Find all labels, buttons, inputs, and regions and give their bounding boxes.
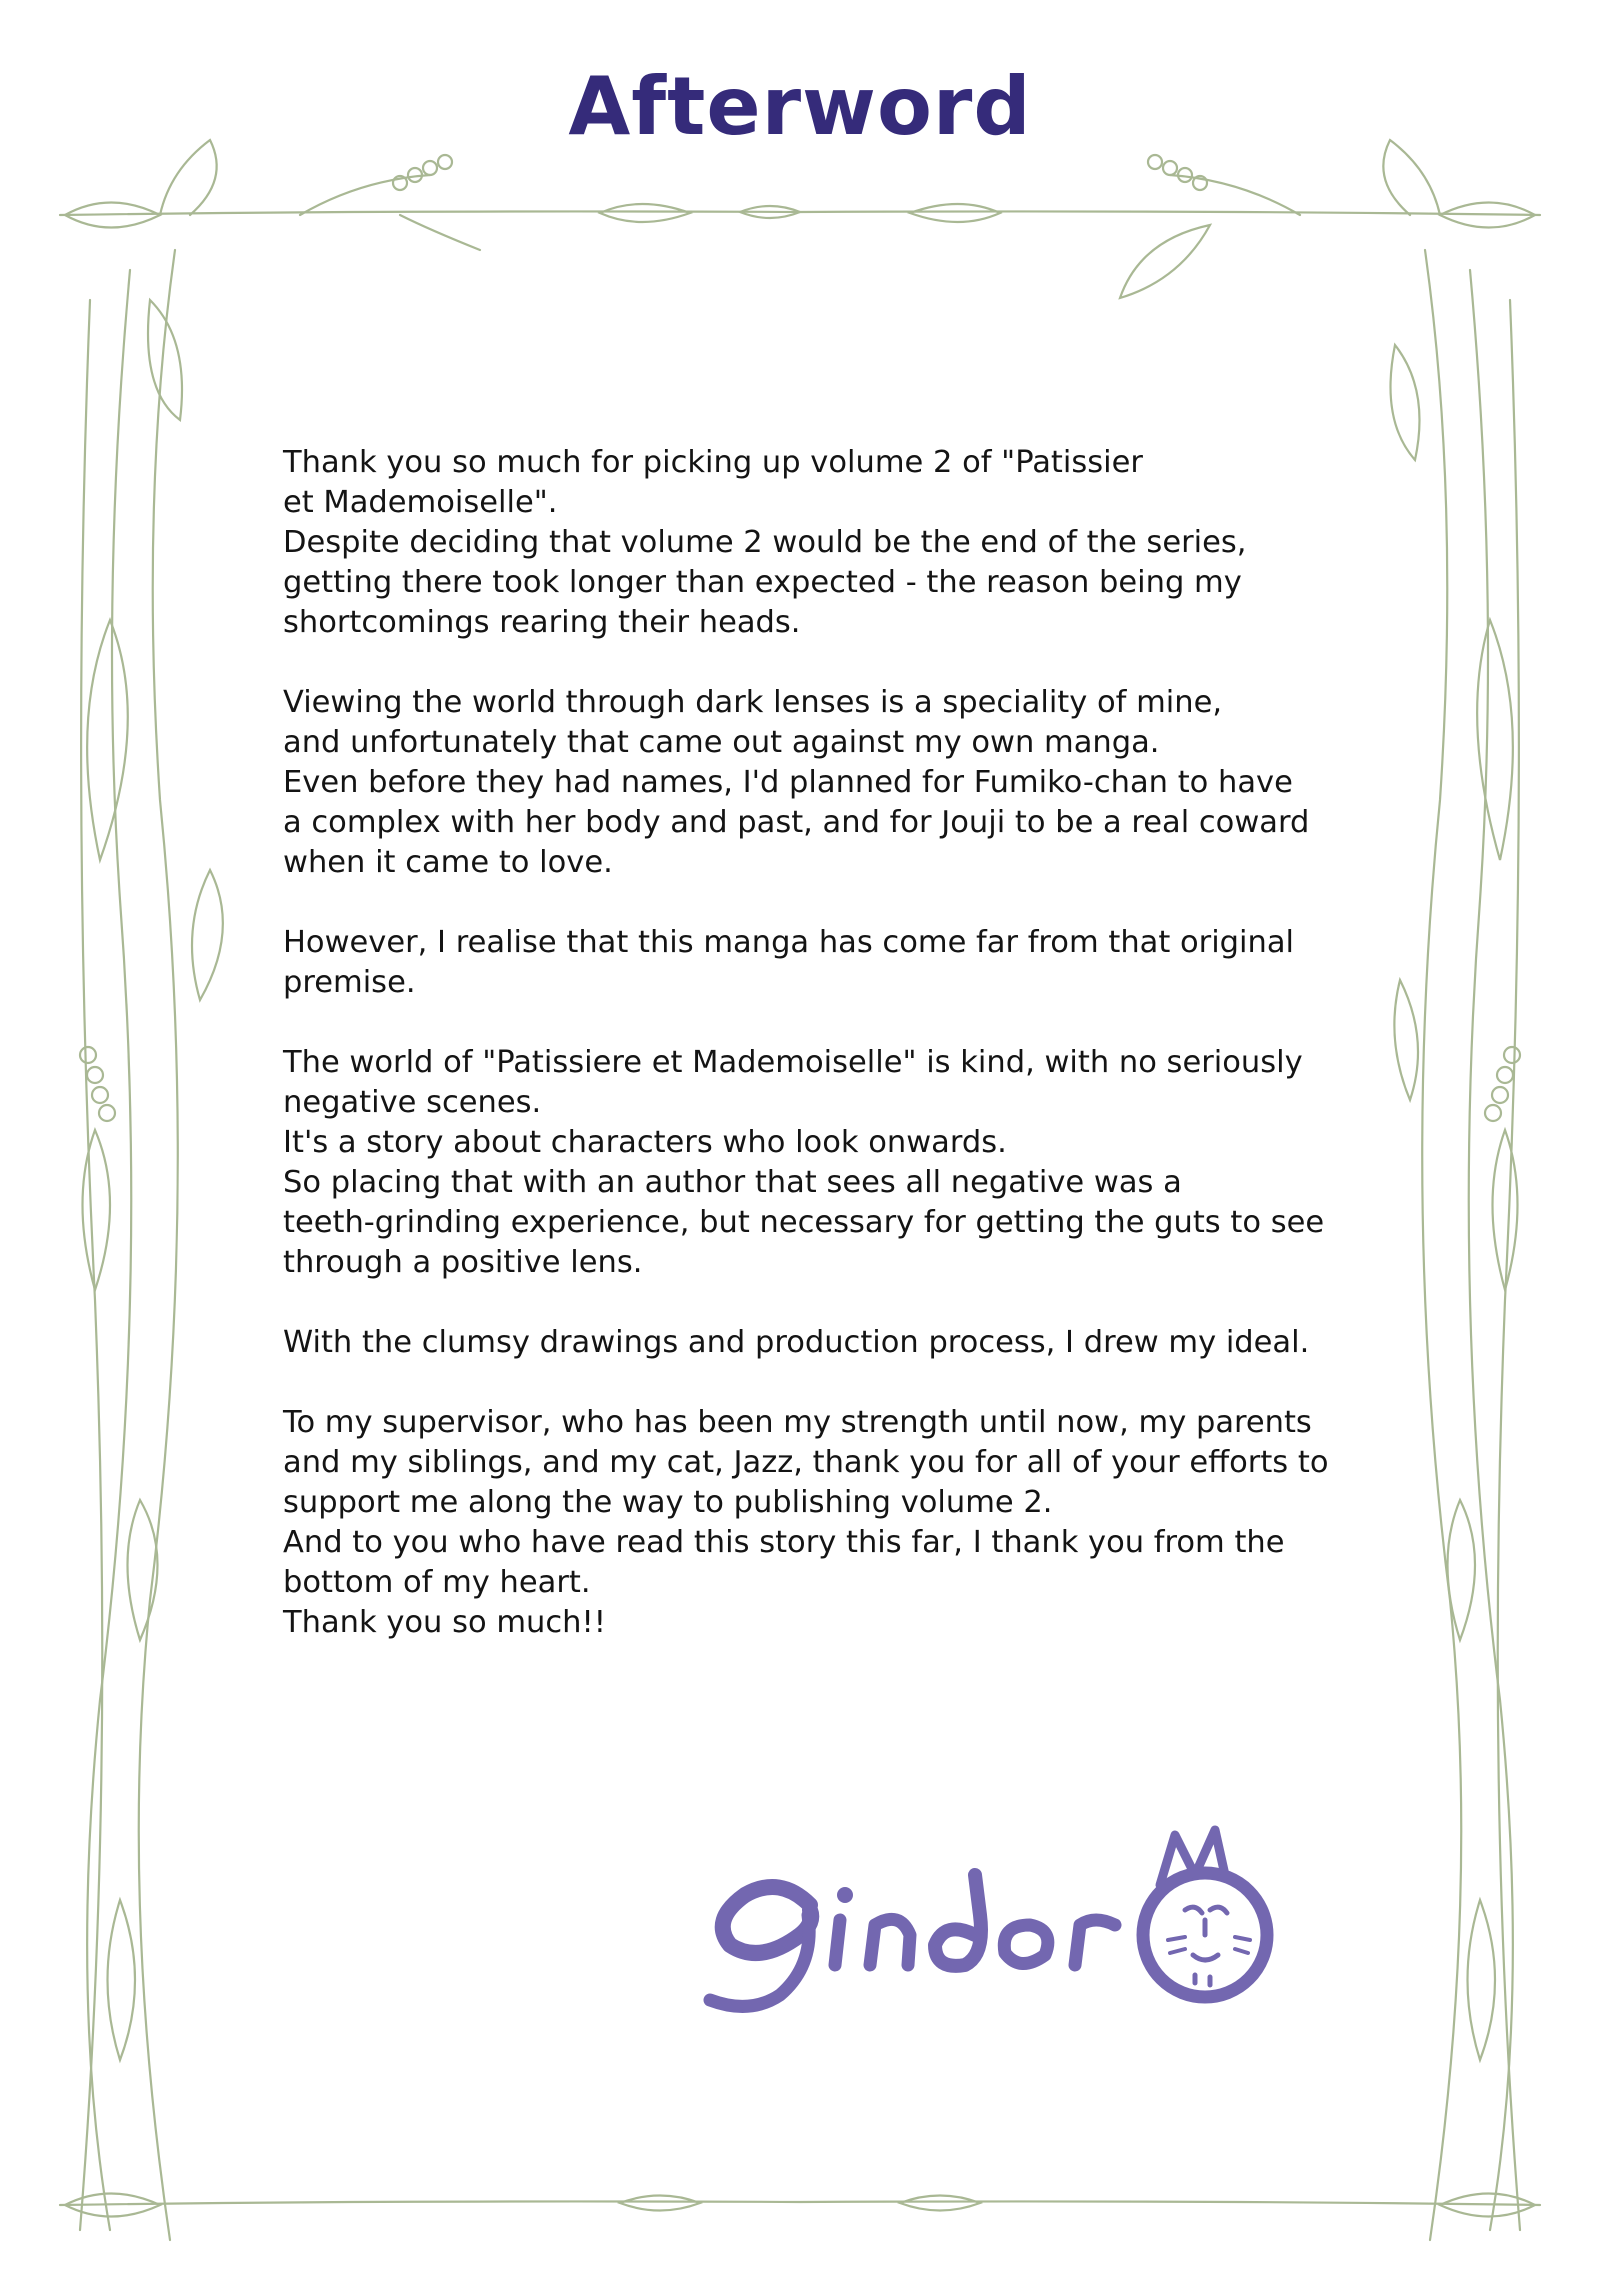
paragraph-4 [283,1043,1343,1283]
text-line: when it came to love. [283,845,613,880]
paragraph-6 [283,1403,1343,1643]
text-line: With the clumsy drawings and production process, I drew my ideal. [283,1325,1310,1360]
text-line: It's a story about characters who look onwards. [283,1125,1007,1160]
paragraph-2 [283,683,1343,883]
text-line: getting there took longer than expected - the reason being my [283,565,1242,600]
text-line: shortcomings rearing their heads. [283,605,801,640]
author-signature-logo [690,1815,1330,2025]
text-line: Even before they had names, I'd planned for Fumiko-chan to have [283,765,1293,800]
text-line: and unfortunately that came out against my own manga. [283,725,1160,760]
text-line: and my siblings, and my cat, Jazz, thank you for all of your efforts to [283,1445,1329,1480]
text-line: bottom of my heart. [283,1565,591,1600]
text-line: However, I realise that this manga has come far from that original [283,925,1294,960]
text-line: support me along the way to publishing volume 2. [283,1485,1053,1520]
text-line: Despite deciding that volume 2 would be the end of the series, [283,525,1247,560]
text-line: Thank you so much!! [283,1605,606,1640]
text-line: The world of "Patissiere et Mademoiselle" is kind, with no seriously [283,1045,1303,1080]
text-line: teeth-grinding experience, but necessary for getting the guts to see [283,1205,1325,1240]
afterword-body [283,443,1343,1683]
text-line: et Mademoiselle". [283,485,558,520]
text-line: a complex with her body and past, and for Jouji to be a real coward [283,805,1310,840]
text-line: through a positive lens. [283,1245,643,1280]
text-line: premise. [283,965,416,1000]
text-line: To my supervisor, who has been my strength until now, my parents [283,1405,1312,1440]
text-line: And to you who have read this story this far, I thank you from the [283,1525,1285,1560]
text-line: negative scenes. [283,1085,542,1120]
paragraph-5 [283,1323,1343,1363]
page-title: Afterword [568,60,1032,153]
text-line: Thank you so much for picking up volume 2 of "Patissier [283,445,1143,480]
paragraph-1 [283,443,1343,643]
text-line: So placing that with an author that sees all negative was a [283,1165,1182,1200]
paragraph-3 [283,923,1343,1003]
text-line: Viewing the world through dark lenses is a speciality of mine, [283,685,1223,720]
